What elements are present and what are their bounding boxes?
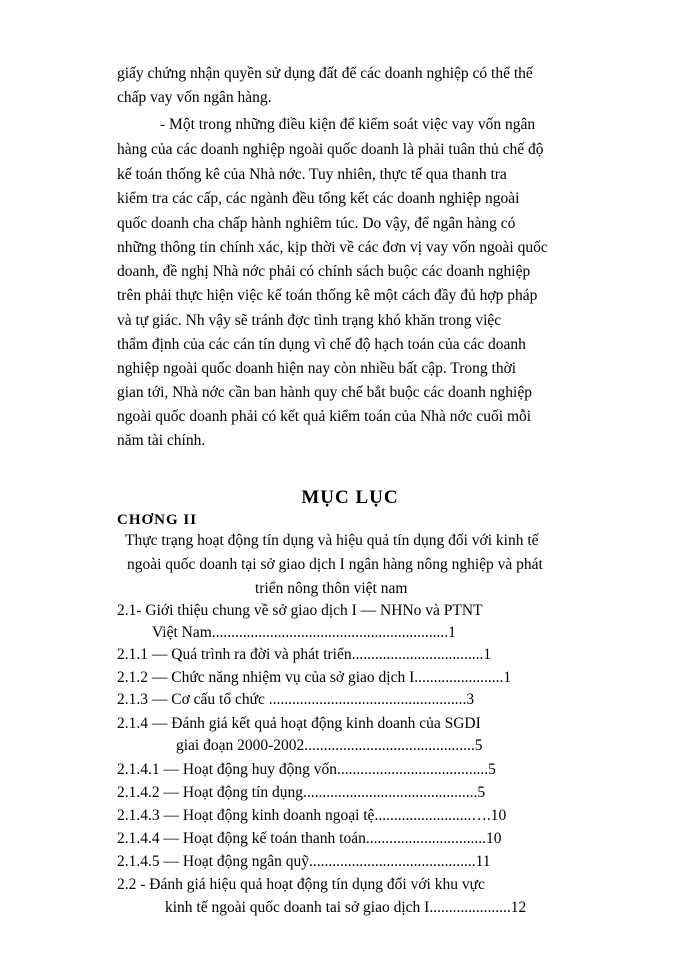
toc-entry: 2.1.4.4 — Hoạt động kế toán thanh toán...............................10 — [117, 830, 502, 847]
paragraph-line: - Một trong những điều kiện để kiểm soát việc vay vốn ngân — [160, 116, 536, 133]
paragraph-line: nghiệp ngoài quốc doanh hiện nay còn nhiều bất cập. Trong thời — [117, 360, 517, 377]
toc-entry: 2.2 - Đánh giá hiệu quả hoạt động tín dụng đối với khu vực — [117, 876, 485, 893]
chapter-subtitle-line: triển nông thôn việt nam — [255, 580, 408, 597]
paragraph-line: những thông tin chính xác, kịp thời về các đơn vị vay vốn ngoài quốc — [117, 239, 548, 256]
paragraph-line: năm tài chính. — [117, 432, 206, 449]
toc-entry: Việt Nam.............................................................1 — [152, 624, 456, 641]
toc-entry: 2.1.4.5 — Hoạt động ngân quỹ...........................................11 — [117, 853, 491, 870]
paragraph-line: thẩm định của các cán tín dụng vì chế độ hạch toán của các doanh — [117, 336, 526, 353]
paragraph-line: doanh, đề nghị Nhà nớc phải có chính sách buộc các doanh nghiệp — [117, 263, 531, 280]
toc-entry: 2.1- Giới thiệu chung về sở giao dịch I — NHNo và PTNT — [117, 602, 483, 619]
chapter-subtitle-line: ngoài quốc doanh tại sở giao dịch I ngân hàng nông nghiệp và phát — [127, 556, 543, 573]
paragraph-line: gian tới, Nhà nớc cần ban hành quy chế bắt buộc các doanh nghiệp — [117, 384, 532, 401]
paragraph-line: hàng của các doanh nghiệp ngoài quốc doanh là phải tuân thủ chế độ — [117, 141, 544, 158]
paragraph-line: kiểm tra các cấp, các ngành đều tổng kết các doanh nghiệp ngoài — [117, 190, 520, 207]
toc-entry: 2.1.3 — Cơ cấu tổ chức ...................................................3 — [117, 691, 475, 708]
paragraph-line: giấy chứng nhận quyền sử dụng đất để các doanh nghiệp có thể thế — [117, 65, 533, 82]
paragraph-line: và tự giác. Nh vậy sẽ tránh đợc tình trạng khó khăn trong việc — [117, 312, 502, 329]
toc-entry: 2.1.4.3 — Hoạt động kinh doanh ngoại tệ.........................….10 — [117, 807, 507, 824]
toc-entry: 2.1.4.2 — Hoạt động tín dụng.............................................5 — [117, 784, 486, 801]
chapter-heading: CHƠNG II — [117, 512, 198, 528]
toc-entry: 2.1.2 — Chức năng nhiệm vụ của sở giao dịch I.......................1 — [117, 669, 512, 686]
paragraph-line: ngoài quốc doanh phải có kết quả kiểm toán của Nhà nớc cuối mỗi — [117, 408, 532, 425]
chapter-subtitle-line: Thực trạng hoạt động tín dụng và hiệu quả tín dụng đối với kinh tế — [125, 532, 539, 549]
toc-entry: 2.1.4.1 — Hoạt động huy động vốn.......................................5 — [117, 761, 496, 778]
toc-entry: kinh tế ngoài quốc doanh tai sở giao dịch I.....................12 — [165, 899, 527, 916]
toc-entry: giai đoạn 2000-2002............................................5 — [176, 737, 483, 754]
toc-entry: 2.1.1 — Quá trình ra đời và phát triển..................................1 — [117, 646, 492, 663]
paragraph-line: trên phải thực hiện việc kế toán thống kê một cách đầy đủ hợp pháp — [117, 287, 538, 304]
paragraph-line: kế toán thống kê của Nhà nớc. Tuy nhiên, thực tế qua thanh tra — [117, 166, 507, 183]
paragraph-line: quốc doanh cha chấp hành nghiêm túc. Do vậy, để ngân hàng có — [117, 215, 516, 232]
paragraph-line: chấp vay vốn ngân hàng. — [117, 89, 272, 106]
toc-title: MỤC LỤC — [301, 487, 399, 508]
toc-entry: 2.1.4 — Đánh giá kết quả hoạt động kinh doanh của SGDI — [117, 715, 481, 732]
